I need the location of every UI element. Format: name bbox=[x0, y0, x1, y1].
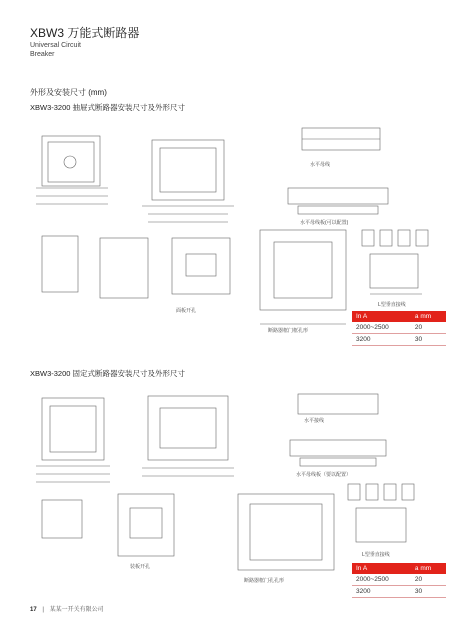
label-horizontal-bus-2: 水平接线 bbox=[304, 418, 325, 424]
label-horizontal-bus: 水平母线 bbox=[310, 162, 331, 168]
label-panel-hole-2: 装板开孔 bbox=[130, 564, 151, 570]
page-title: XBW3 万能式断路器 bbox=[30, 26, 140, 40]
footer: 17 | 某某一开关有限公司 bbox=[30, 607, 104, 613]
label-door-frame: 断路器框门框孔形 bbox=[268, 328, 309, 334]
rating-table-1: In A a mm 2000~2500 20 3200 30 bbox=[352, 311, 446, 346]
draw-out-heading: XBW3-3200 抽屉式断路器安装尺寸及外形尺寸 bbox=[30, 103, 186, 112]
rating-table-2: In A a mm 2000~2500 20 3200 30 bbox=[352, 563, 446, 598]
page-subtitle: Universal Circuit Breaker bbox=[30, 42, 81, 58]
label-horizontal-bus-option: 水平母线板(可以配置) bbox=[300, 220, 349, 226]
label-vertical-bus-2: L型垂直接线 bbox=[362, 552, 390, 558]
label-horizontal-bus-option-2: 水平母线板（要以配置） bbox=[296, 472, 352, 478]
section-title: 外形及安装尺寸 (mm) bbox=[30, 88, 107, 97]
label-door-frame-2: 断路器框门孔孔形 bbox=[244, 578, 285, 584]
label-vertical-bus: L型垂直接线 bbox=[378, 302, 406, 308]
label-panel-hole: 面板开孔 bbox=[176, 308, 197, 314]
fixed-heading: XBW3-3200 固定式断路器安装尺寸及外形尺寸 bbox=[30, 369, 186, 378]
